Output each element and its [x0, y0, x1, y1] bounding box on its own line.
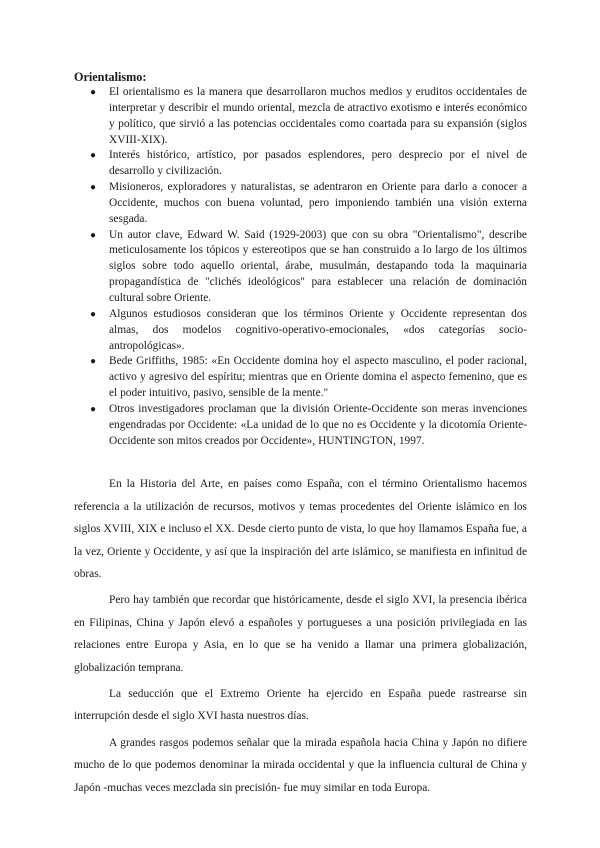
section-heading: Orientalismo:	[74, 70, 147, 84]
bullet-text: Un autor clave, Edward W. Said (1929-2003) que con su obra "Orientalismo", describe meticulosamente los tópicos y estereotipos que se han construido a lo largo de los últimos siglos sobre todo aquello oriental, árabe, musulmán, destapando toda la maquinaria propagandística de "clichés ideológicos" para establecer una relación de dominación cultural sobre Oriente.	[109, 228, 527, 304]
bullet-item	[90, 228, 527, 307]
bullet-dot-icon: ●	[90, 87, 97, 98]
bullet-item	[90, 402, 527, 450]
body-paragraph: En la Historia del Arte, en países como España, con el término Orientalismo hacemos referencia a la utilización de recursos, motivos y temas procedentes del Oriente islámico en los siglos XVIII, XIX e incluso el XX. Desde cierto punto de vista, lo que hoy llamamos España fue, a la vez, Oriente y Occidente, y así que la inspiración del arte islámico, se manifiesta en infinitud de obras.	[74, 478, 527, 581]
bullet-dot-icon: ●	[90, 229, 97, 241]
bullet-item	[90, 148, 527, 180]
bullet-text: Bede Griffiths, 1985: «En Occidente domina hoy el aspecto masculino, el poder racional, activo y agresivo del espíritu; mientras que en Oriente domina el aspecto femenino, que es el poder intuitivo, pasivo, sensible de la mente."	[109, 355, 527, 400]
bullet-text: Otros investigadores proclaman que la división Oriente-Occidente son meras invenciones engendradas por Occidente: «La unidad de lo que no es Occidente y la dicotomía Oriente-Occidente son mitos creados por Occidente», HUNTINGTON, 1997.	[109, 402, 527, 447]
bullet-text: Interés histórico, artístico, por pasados esplendores, pero desprecio por el nivel de desarrollo y civilización.	[109, 149, 527, 178]
bullet-dot-icon: ●	[90, 308, 97, 320]
bullet-text: Algunos estudiosos consideran que los términos Oriente y Occidente representan dos almas, dos modelos cognitivo-operativo-emocionales, «dos categorías socio-antropológicas».	[109, 307, 527, 352]
body-paragraph: Pero hay también que recordar que históricamente, desde el siglo XVI, la presencia ibérica en Filipinas, China y Japón elevó a españoles y portugueses a una posición privilegiada en las relaciones entre Europa y Asia, en lo que se ha venido a llamar una primera globalización, globalización temprana.	[74, 594, 527, 674]
bullet-item	[90, 354, 527, 402]
bullet-dot-icon: ●	[90, 356, 97, 368]
body-paragraph: La seducción que el Extremo Oriente ha ejercido en España puede rastrearse sin interrupción desde el siglo XVI hasta nuestros días.	[74, 688, 527, 723]
bullet-dot-icon: ●	[90, 182, 97, 194]
bullet-item	[90, 307, 527, 355]
bullet-text: El orientalismo es la manera que desarrollaron muchos medios y eruditos occidentales de interpretar y describir el mundo oriental, mezcla de atractivo exotismo e interés económico y político, que sirvió a las potencias occidentales como coartada para su expansión (siglos XVIII-XIX).	[109, 86, 527, 146]
bullet-item	[90, 180, 527, 228]
bullet-text: Misioneros, exploradores y naturalistas, se adentraron en Oriente para darlo a conocer a Occidente, muchos con buena voluntad, pero imponiendo también una visión externa sesgada.	[109, 181, 527, 225]
body-paragraph: A grandes rasgos podemos señalar que la mirada española hacia China y Japón no difiere mucho de lo que podemos denominar la mirada occidental y que la influencia cultural de China y Japón -muchas veces mezclada sin precisión- fue muy similar en toda Europa.	[74, 736, 527, 794]
bullet-dot-icon: ●	[90, 403, 97, 415]
bullet-item	[90, 85, 527, 148]
bullet-dot-icon: ●	[90, 150, 97, 162]
bullet-list	[74, 85, 527, 449]
